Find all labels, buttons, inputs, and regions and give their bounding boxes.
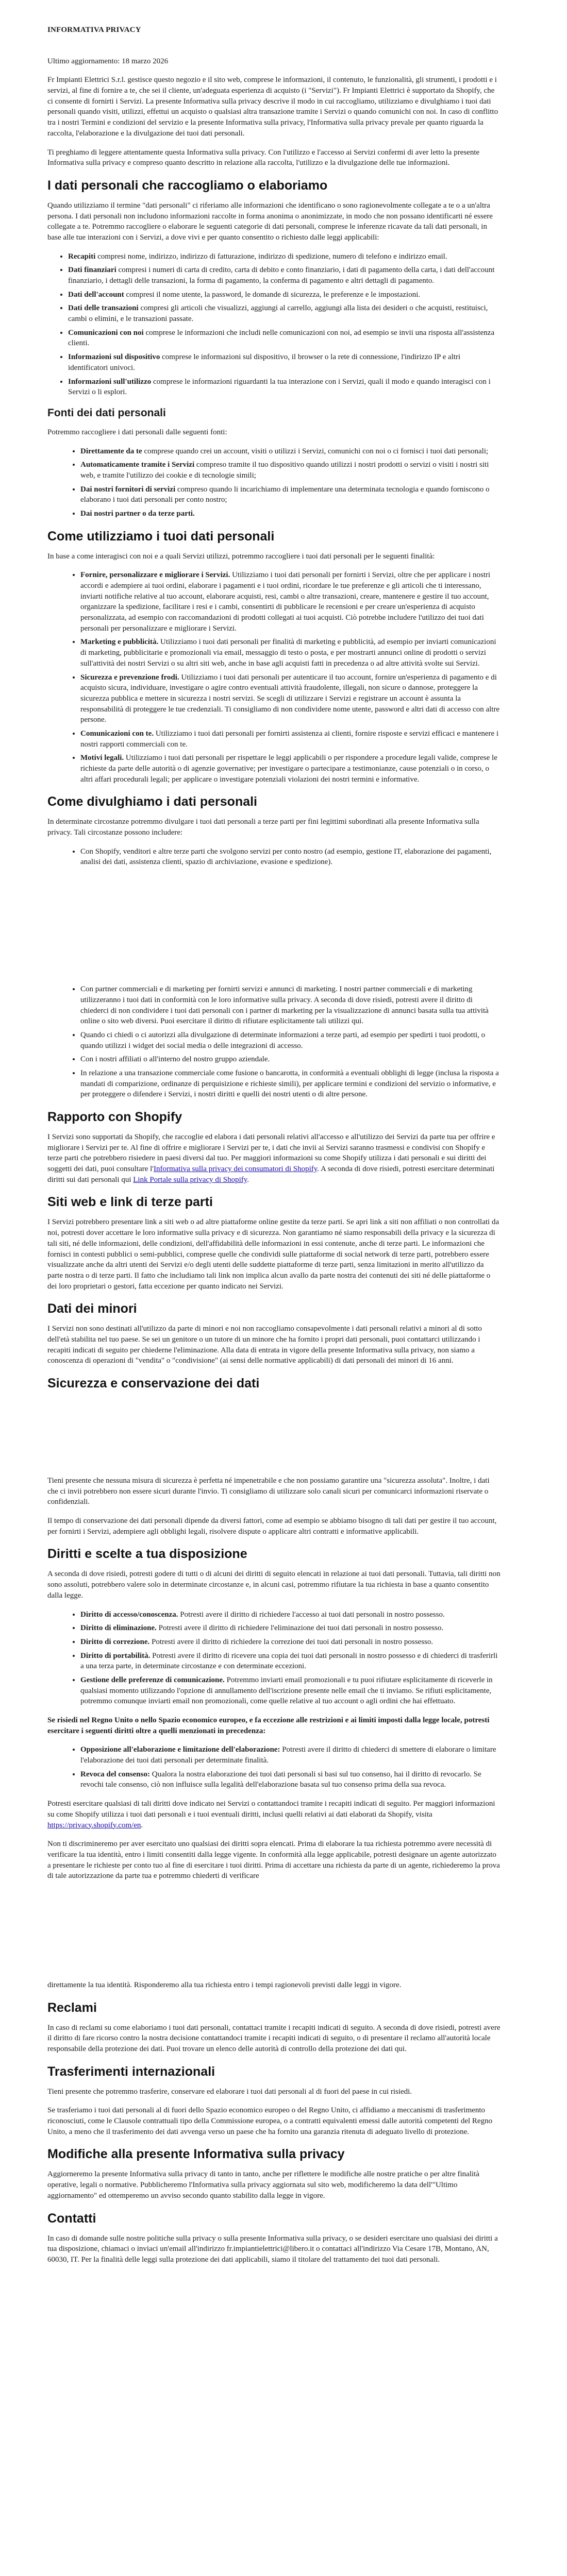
list-item [80,728,501,750]
shopify-portal-link[interactable]: Link Portale sulla privacy di Shopify [133,1175,247,1184]
list-item-text: Potresti avere il diritto di richiedere l'eliminazione dei tuoi dati personali in nostro possesso. [156,1624,444,1633]
paragraph-text: I Servizi sono supportati da Shopify, che raccoglie ed elabora i dati personali relativi all'accesso e all'utilizzo dei Servizi da parte tua per offrire e migliorare i Servizi per te. Al fine di offrire e migliorare i Servizi per te, i dati che invii ai Servizi saranno trasmessi e condivisi con Shopify e terze parti che potrebbero risiedere in paesi diversi dal tuo. Per maggiori informazioni su come Shopify utilizza i dati personali e sui diritti dei soggetti dei dati, puoi consultare l' [47,1133,495,1174]
list-item-term: Gestione delle preferenze di comunicazione. [80,1675,225,1684]
paragraph-text: . A seconda di dove risiedi, potresti esercitare determinati diritti sui dati personali qui [47,1165,495,1184]
list-item-text: comprese le informazioni che includi nelle comunicazioni con noi, ad esempio se invii una risposta all'assistenza clienti. [68,328,495,348]
list-item [68,265,501,286]
list-item-text: compresi i numeri di carta di credito, carta di debito e conto finanziario, i dati di pagamento della carta, i dati dell'account finanziario, i dettagli delle transazioni, la forma di pagamento, la conferma di pagamento e altri dettagli di pagamento. [68,266,495,285]
list-item-term: Dati delle transazioni [68,304,139,313]
section-paragraph: A seconda di dove risiedi, potresti godere di tutti o di alcuni dei diritti di seguito elencati in relazione ai tuoi dati personali. Tuttavia, tali diritti non sono assoluti, potrebbero valere solo in determinate circostanze e, in alcuni casi, potremmo rifiutare la tua richiesta in base a quanto consentito dalla legge. [47,1570,501,1600]
last-updated: Ultimo aggiornamento: 18 marzo 2026 [47,57,169,65]
section-paragraph: I Servizi potrebbero presentare link a siti web o ad altre piattaforme online gestite da terze parti. Se apri link a siti non affiliati o non controllati da noi, potresti dover accettare le loro informative sulla privacy e di sicurezza. Non garantiamo né siamo responsabili della privacy e la sicurezza di tali siti, né delle informazioni, delle condizioni, dell'affidabilità delle informazioni in essi contenute, anche di terze parti. Le informazioni che fornisci in contesti pubblici o semi-pubblici, comprese quelle che condividi sulle piattaforme di social network di terze parti, potrebbero essere visualizzate anche da altri utenti dei Servizi e/o degli utenti delle suddette piattaforme di terze parti, senza limitazioni in merito all'utilizzo da parte nostra o di terze parti. Il fatto che includiamo tali link non implica alcun avallo da parte nostra dei contenuti dei siti né delle piattaforme o dei loro proprietari o gestori, fatta eccezione per quanto indicato nei Servizi. [47,1218,499,1291]
list-item [80,570,501,634]
blank-gap [47,1398,501,1476]
list-item [80,484,501,505]
section-paragraph: In caso di domande sulle nostre politiche sulla privacy o sulla presente Informativa sulla privacy, o se desideri esercitare uno qualsiasi dei diritti a tua disposizione, chiamaci o inviaci un'email all'indirizzo fr.impiantielettrici@libero.it o contattaci all'indirizzo Via Cesare 17B, Montano, AN, 60030, IT. Per la finalità delle leggi sulla protezione dei dati applicabili, siamo il titolare del trattamento dei tuoi dati personali. [47,2234,498,2264]
section-paragraph: In caso di reclami su come elaboriamo i tuoi dati personali, contattaci tramite i recapiti indicati di seguito. A seconda di dove risiedi, potresti avere il diritto di fare ricorso contro la nostra decisione contattandoci tramite i recapiti indicati di seguito, o di presentare il reclamo all'autorità locale responsabile della protezione dei dati. Puoi trovare un elenco delle autorità di controllo della protezione dei dati qui. [47,2023,501,2054]
list-item [80,1744,501,1766]
section-paragraph: I Servizi non sono destinati all'utilizzo da parte di minori e noi non raccogliamo consapevolmente i dati personali relativi a minori al di sotto dell'età stabilita nel tuo paese. Se sei un genitore o un tutore di un minore che ha fornito i propri dati personali, puoi contattarci utilizzando i recapiti indicati di seguito per chiederne l'eliminazione. Alla data di entrata in vigore della presente Informativa sulla privacy, non siamo a conoscenza di operazioni di "vendita" o "condivisione" (ai sensi delle normative applicabili) di dati personali dei minori di 16 anni. [47,1325,482,1365]
section-paragraph: Tieni presente che nessuna misura di sicurezza è perfetta né impenetrabile e che non possiamo garantire una "sicurezza assoluta". Inoltre, i dati che ci invii potrebbero non essere sicuri durante l'invio. Ti consigliamo di utilizzare solo canali sicuri per comunicarci informazioni riservate o confidenziali. [47,1477,490,1506]
list-item-term: Automaticamente tramite i Servizi [80,461,195,469]
data-uses-list [47,570,501,785]
list-item-term: Comunicazioni con noi [68,328,144,337]
privacy-policy-page [47,0,501,2265]
section-heading: Contatti [47,2211,96,2226]
section-heading: Fonti dei dati personali [47,406,166,419]
section-paragraph: direttamente la tua identità. Risponderemo alla tua richiesta entro i tempi ragionevoli previsti dalle leggi in vigore. [47,1980,402,1989]
paragraph-text: Potresti esercitare qualsiasi di tali diritti dove indicato nei Servizi o contattandoci tramite i recapiti indicati di seguito. Per maggiori informazioni su come Shopify utilizza i tuoi dati personali e i tuoi eventuali diritti, inclusi quelli relativi ai dati elaborati da Shopify, visita [47,1800,495,1819]
section-heading: Modifiche alla presente Informativa sulla privacy [47,2147,345,2162]
data-categories-list [47,251,501,398]
list-item [80,1651,501,1672]
section-heading: Diritti e scelte a tua disposizione [47,1547,247,1562]
list-item [80,637,501,669]
section-paragraph: Tieni presente che potremmo trasferire, conservare ed elaborare i tuoi dati personali al di fuori del paese in cui risiedi. [47,2087,412,2096]
intro-paragraph: Fr Impianti Elettrici S.r.l. gestisce questo negozio e il sito web, comprese le informazioni, il contenuto, le funzionalità, gli strumenti, i prodotti e i servizi, al fine di fornire a te, che sei il cliente, un'adeguata esperienza di acquisto (i "Servizi"). Fr Impianti Elettrici è supportato da Shopify, che ci consente di fornirti i Servizi. La presente Informativa sulla privacy descrive il modo in cui raccogliamo, utilizziamo e divulghiamo i tuoi dati personali quando visiti, utilizzi, effettui un acquisto o qualsiasi altra transazione tramite i Servizi o quando comunichi con noi. In caso di conflitto tra i nostri Termini e condizioni del servizio e la presente Informativa sulla privacy, l'Informativa sulla privacy prevale per quanto riguarda la raccolta, l'elaborazione e la divulgazione dei tuoi dati personali. [47,76,498,138]
rights-list [47,1609,501,1707]
list-item: • Con i nostri affiliati o all'interno del nostro gruppo aziendale. [80,1054,501,1065]
list-item: • In relazione a una transazione commerciale come fusione o bancarotta, in conformità a eventuali obblighi di legge (inclusa la risposta a mandati di comparizione, ordinanze di perquisizione e richieste simili), per applicare termini e condizioni del servizio o informative, e per proteggere o difendere i Servizi, i nostri diritti e quelli dei nostri utenti o di altre persone. [80,1068,501,1100]
list-item-term: Diritto di eliminazione. [80,1624,157,1633]
list-item-term: Diritto di correzione. [80,1637,150,1646]
section-paragraph: Aggiorneremo la presente Informativa sulla privacy di tanto in tanto, anche per riflettere le modifiche alle nostre pratiche o per altre finalità operative, legali o normative. Pubblicheremo l'Informativa sulla privacy aggiornata sul sito web, modificheremo la data dell'"Ultimo aggiornamento" ed ottemperemo un avviso secondo quanto stabilito dalla legge in vigore. [47,2170,479,2200]
disclosure-list-b [47,984,501,1100]
list-item: • Con Shopify, venditori e altre terze parti che svolgono servizi per conto nostro (ad esempio, gestione IT, elaborazione dei pagamenti, analisi dei dati, assistenza clienti, spazio di archiviazione, evasione e spedizione). [80,846,501,868]
list-item-text: Potremmo inviarti email promozionali e tu puoi rifiutare esplicitamente di riceverle in qualsiasi momento utilizzando l'opzione di annullamento dell'iscrizione presente nelle email che ti inviamo. Se rifiuti esplicitamente, potremmo comunque inviarti email non promozionali, come quelle relative al tuo account o agli ordini che hai effettuato. [80,1675,493,1706]
list-item [68,251,501,262]
section-paragraph: Il tempo di conservazione dei dati personali dipende da diversi fattori, come ad esempio se abbiamo bisogno di tali dati per gestire il tuo account, per fornirti i Servizi, adempiere agli obblighi legali, risolvere dispute o applicare altri contratti e informative applicabili. [47,1517,497,1536]
list-item-term: Revoca del consenso: [80,1770,150,1778]
section-paragraph: Se risiedi nel Regno Unito o nello Spazio economico europeo, e fa eccezione alle restrizioni e ai limiti imposti dalla legge locale, potresti esercitare i seguenti diritti oltre a quelli menzionati in precedenza: [47,1716,490,1735]
shopify-privacy-url-link[interactable]: https://privacy.shopify.com/en [47,1821,141,1829]
list-item [68,377,501,398]
list-item-text: Utilizziamo i tuoi dati personali per finalità di marketing e pubblicità, ad esempio per inviarti comunicazioni di marketing, pubblicitarie e promozionali via email, messaggio di testo o posta, e per mostrarti annunci online di prodotti o servizi sull'attività dei nostri Servizi o su altri siti web, anche in base agli acquisti fatti in precedenza o ad altre attività svolte sui Servizi. [80,638,496,668]
paragraph-text: . [141,1821,143,1829]
list-item-text: compresi nome, indirizzo, indirizzo di fatturazione, indirizzo di spedizione, numero di telefono e indirizzo email. [95,252,447,261]
list-item [80,672,501,725]
list-item [80,1769,501,1790]
list-item-term: Fornire, personalizzare e migliorare i Servizi. [80,571,230,580]
list-item [68,352,501,373]
section-heading: I dati personali che raccogliamo o elaboriamo [47,178,328,193]
list-item-text: Qualora la nostra elaborazione dei tuoi dati personali si basi sul tuo consenso, hai il diritto di revocarlo. Se revochi tale consenso, ciò non influisce sulla legalità dell'elaborazione basata sul tuo consenso prima della sua revoca. [80,1770,481,1789]
section-paragraph: Quando utilizziamo il termine "dati personali" ci riferiamo alle informazioni che identificano o sono ragionevolmente collegate a te o a un'altra persona. I dati personali non includono informazioni raccolte in forma anonima o anonimizzate, in modo che non possano identificarti né essere collegate a te. Potremmo raccogliere o elaborare le seguenti categorie di dati personali, comprese le inferenze ricavate da tali dati personali, in base alle tue interazioni con i Servizi, a dove vivi e per quanto consentito o richiesto dalle leggi applicabili: [47,201,493,242]
list-item-term: Diritto di portabilità. [80,1651,151,1660]
list-item-text: Potresti avere il diritto di ricevere una copia dei tuoi dati personali in nostro possesso e di chiederci di trasferirli a una terza parte, in determinate circostanze e con determinate eccezioni. [80,1651,498,1671]
list-item [80,1637,501,1648]
list-item-text: compresi il nome utente, la password, le domande di sicurezza, le preferenze e le impostazioni. [124,290,421,299]
list-item-term: Marketing e pubblicità. [80,638,159,647]
intro-paragraph: Ti preghiamo di leggere attentamente questa Informativa sulla privacy. Con l'utilizzo e l'accesso ai Servizi confermi di aver letto la presente Informativa sulla privacy e compreso quanto descritto in relazione alla raccolta, l'utilizzo e la divulgazione delle tue informazioni. [47,148,480,167]
list-item-text: Utilizziamo i tuoi dati personali per autenticare il tuo account, fornire un'esperienza di pagamento e di acquisto sicura, individuare, investigare o agire contro eventuali attività fraudolente, illegali, non sicure o dannose, proteggere la sicurezza pubblica e mettere in sicurezza i nostri servizi. Se scegli di utilizzare i Servizi e registrare un account è assunta la responsabilità di proteggere le tue credenziali. Ti consigliamo di non condividere nome utente, password e altri dati di accesso con altre persone. [80,673,500,724]
list-item [68,290,501,300]
section-heading: Trasferimenti internazionali [47,2064,215,2079]
paragraph-text: . [247,1175,249,1184]
section-paragraph: Non ti discrimineremo per aver esercitato uno qualsiasi dei diritti sopra elencati. Prima di elaborare la tua richiesta potremmo avere necessità di verificare la tua identità, entro i limiti consentiti dalla legge vigente. In conformità alla legge applicabile, potresti designare un agente autorizzato a presentare le richieste per conto tuo al fine di esercitare i tuoi diritti. Prima di accettare una richiesta da parte di un agente, richiederemo la prova di tale autorizzazione da parte tua e potremmo chiederti di verificare [47,1840,500,1880]
list-item-term: Comunicazioni con te. [80,729,154,738]
blank-gap [47,876,501,984]
list-item: • Con partner commerciali e di marketing per fornirti servizi e annunci di marketing. I nostri partner commerciali e di marketing utilizzeranno i tuoi dati in conformità con le loro informative sulla privacy. A seconda di dove risiedi, potresti avere il diritto di chiederci di non condividere i tuoi dati personali con i partner di marketing per la visualizzazione di annunci basata sulla tua attività online o sito web diversi. Puoi esercitare il diritto di rifiutare esplicitamente tali utilizzi qui. [80,984,501,1027]
list-item-term: Sicurezza e prevenzione frodi. [80,673,179,682]
list-item-term: Informazioni sul dispositivo [68,353,160,362]
list-item-term: Dati finanziari [68,266,116,275]
list-item: • Quando ci chiedi o ci autorizzi alla divulgazione di determinate informazioni a terze parti, ad esempio per spedirti i tuoi prodotti, o quando utilizzi i widget dei social media o delle integrazioni di accesso. [80,1030,501,1051]
list-item-text: Utilizziamo i tuoi dati personali per fornirti assistenza ai clienti, fornire risposte e servizi efficaci e mantenere i nostri rapporti commerciali con te. [80,729,499,749]
list-item [80,1623,501,1634]
list-item-term: Diritto di accesso/conoscenza. [80,1610,178,1619]
section-paragraph: In determinate circostanze potremmo divulgare i tuoi dati personali a terze parti per fini legittimi subordinati alla presente Informativa sulla privacy. Tali circostanze possono includere: [47,818,479,837]
list-item-text: Potresti avere il diritto di richiedere la correzione dei tuoi dati personali in nostro possesso. [149,1637,433,1646]
section-heading: Sicurezza e conservazione dei dati [47,1376,260,1391]
section-paragraph [47,1132,501,1185]
section-heading: Siti web e link di terze parti [47,1195,213,1210]
list-item [80,1675,501,1707]
section-paragraph [47,1799,501,1831]
blank-gap [47,1890,501,1980]
disclosure-list-a [47,846,501,868]
section-paragraph: In base a come interagisci con noi e a quali Servizi utilizzi, potremmo raccogliere i tuoi dati personali per le seguenti finalità: [47,552,435,561]
uk-eea-rights-list [47,1744,501,1790]
list-item-term: Opposizione all'elaborazione e limitazione dell'elaborazione: [80,1745,280,1754]
list-item-text: Utilizziamo i tuoi dati personali per fornirti i Servizi, oltre che per applicare i nostri accordi e adempiere ai tuoi ordini, elaborare i pagamenti e i tuoi ordini, ricordare le tue preferenze e gli articoli che ti interessano, inviarti notifiche relative al tuo account, elaborare acquisti, resi, cambi o altre transazioni, creare, mantenere e gestire il tuo account, organizzare la spedizione, facilitare i resi e i cambi, consentirti di pubblicare le recensioni e per creare un'esperienza di acquisto personalizzata, ad esempio con raccomandazioni di prodotti collegati ai tuoi acquisti. Ciò potrebbe includere l'utilizzo dei tuoi dati personali per personalizzare e migliorare i Servizi. [80,571,491,633]
list-item-text: comprese le informazioni sul dispositivo, il browser o la rete di connessione, l'indirizzo IP e altri identificatori univoci. [68,353,461,372]
list-item [80,1609,501,1620]
list-item-term: Dati dell'account [68,290,124,299]
list-item-term: Recapiti [68,252,96,261]
section-paragraph: Se trasferiamo i tuoi dati personali al di fuori dello Spazio economico europeo o del Regno Unito, ci affidiamo a meccanismi di trasferimento riconosciuti, come le Clausole contrattuali tipo della Commissione europea, o a contratti equivalenti emessi dalle autorità competenti del Regno Unito, a meno che il trasferimento dei dati avvenga verso un paese che ha fornito una garanzia ritenuta di adeguato livello di protezione. [47,2106,493,2136]
list-item-term: Informazioni sull'utilizzo [68,377,152,386]
list-item [68,303,501,324]
list-item-text: compreso tramite il tuo dispositivo quando utilizzi i nostri prodotti o servizi o visiti i nostri siti web, e tramite l'utilizzo dei cookie e di tecnologie simili; [80,461,489,480]
list-item-term: Dai nostri fornitori di servizi [80,485,176,494]
list-item [80,446,501,457]
list-item-text: comprese le informazioni riguardanti la tua interazione con i Servizi, quali il modo e quando interagisci con i Servizi o li esplori. [68,377,491,397]
list-item [80,753,501,785]
list-item-text: compreso quando li incarichiamo di implementare una determinata tecnologia e quando forniscono o elaborano i tuoi dati personali per conto nostro; [80,485,490,504]
list-item [80,509,501,519]
shopify-privacy-link[interactable]: Informativa sulla privacy dei consumatori di Shopify [154,1165,318,1174]
list-item [80,460,501,481]
section-paragraph: Potremmo raccogliere i dati personali dalle seguenti fonti: [47,428,227,436]
list-item-text: Potresti avere il diritto di richiedere l'accesso ai tuoi dati personali in nostro possesso. [178,1610,445,1619]
page-title: INFORMATIVA PRIVACY [47,26,141,34]
data-sources-list [47,446,501,519]
section-heading: Come utilizziamo i tuoi dati personali [47,529,275,544]
list-item-text: compresi gli articoli che visualizzi, aggiungi al carrello, aggiungi alla lista dei desideri o che acquisti, restituisci, cambi o elimini, e le transazioni passate. [68,304,488,324]
list-item-text: Potresti avere il diritto di chiederci di smettere di elaborare o limitare l'elaborazione dei tuoi dati personali per determinate finalità. [80,1745,496,1765]
list-item-term: Dai nostri partner o da terze parti. [80,509,195,518]
section-heading: Come divulghiamo i dati personali [47,794,258,809]
section-heading: Rapporto con Shopify [47,1110,182,1125]
section-heading: Dati dei minori [47,1301,137,1316]
list-item [68,328,501,349]
list-item-term: Motivi legali. [80,754,124,762]
list-item-text: comprese quando crei un account, visiti o utilizzi i Servizi, comunichi con noi o ci fornisci i tuoi dati personali; [142,447,489,455]
list-item-text: Utilizziamo i tuoi dati personali per rispettare le leggi applicabili o per rispondere a procedure legali valide, comprese le richieste da parte delle autorità o di agenzie governative; per investigare o partecipare a testimonianze, cause potenziali o in corso, o altri affari procedurali legali; per applicare o investigare potenziali violazioni dei nostri termini e informative. [80,754,497,784]
section-heading: Reclami [47,2000,97,2015]
list-item-term: Direttamente da te [80,447,142,455]
